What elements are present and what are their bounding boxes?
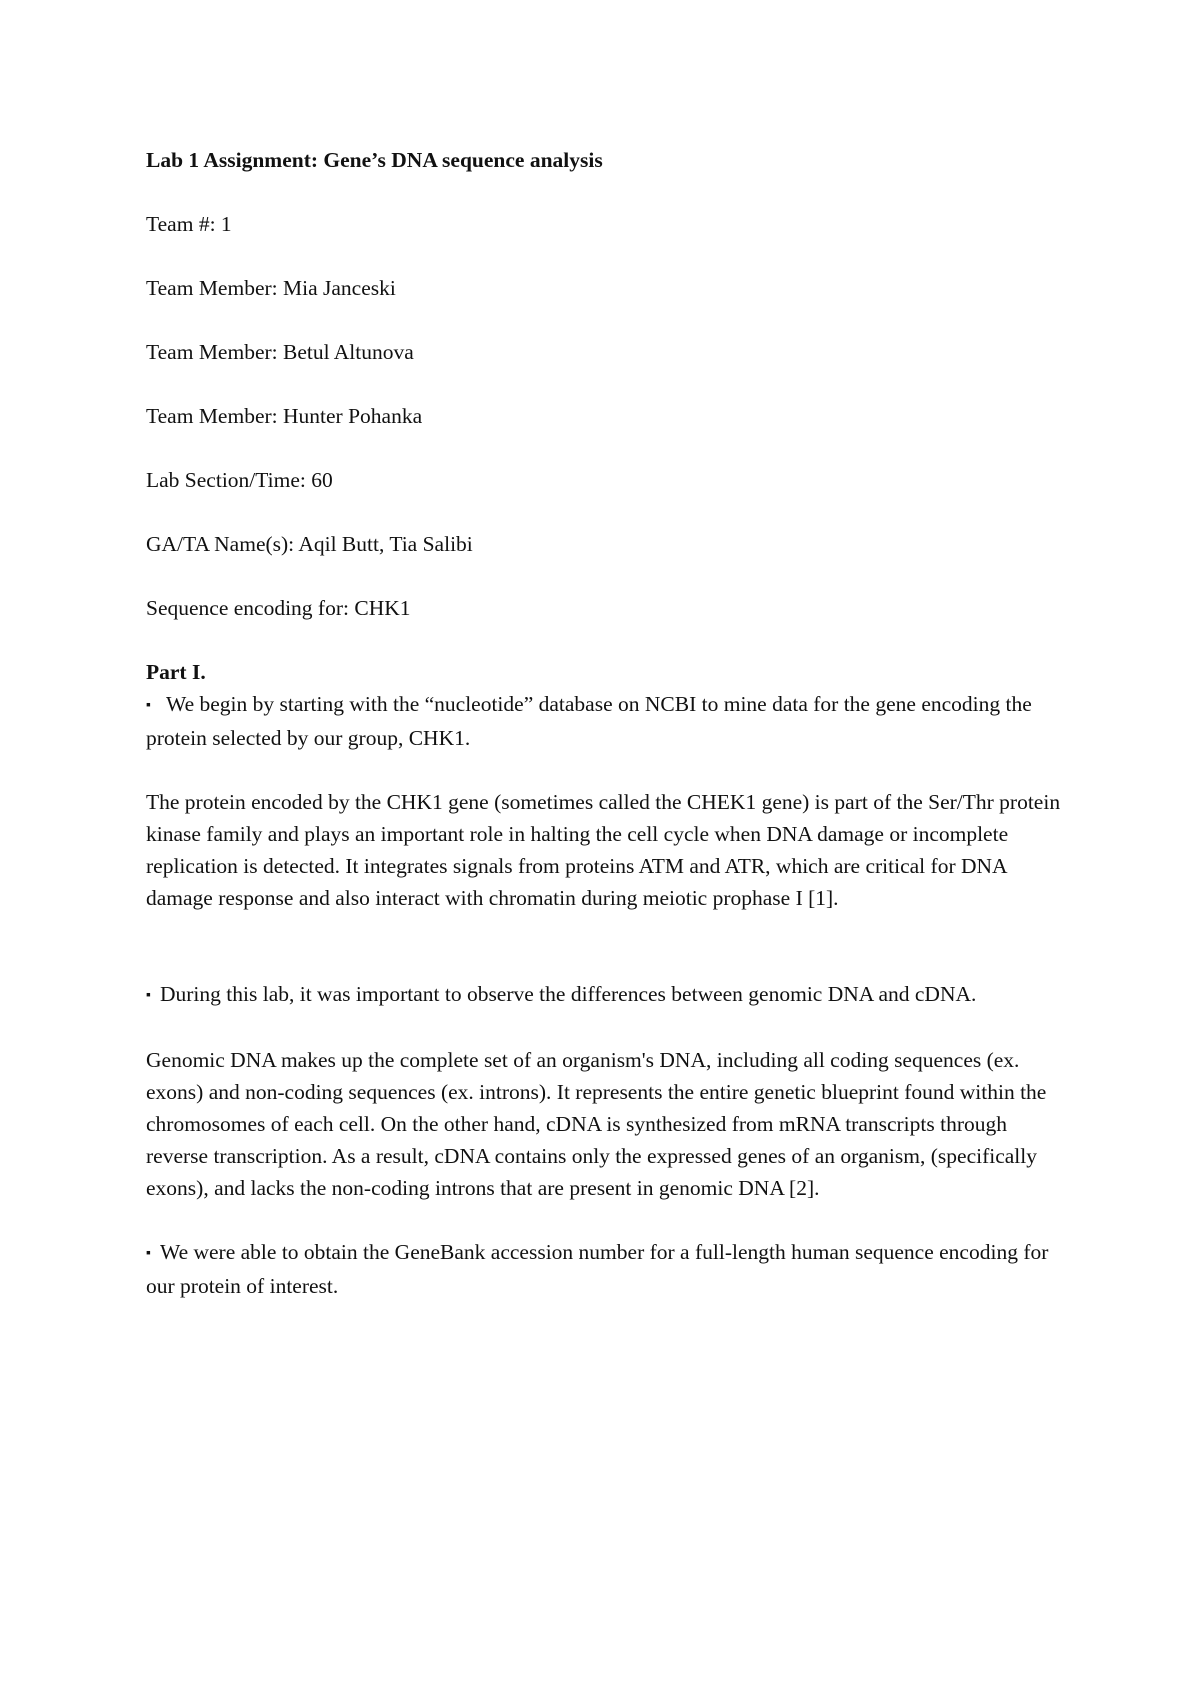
- spacer: [146, 946, 1066, 978]
- bullet-icon: ▪: [146, 698, 151, 713]
- spacer: [146, 176, 1066, 208]
- spacer: [146, 496, 1066, 528]
- bullet-paragraph-3: [146, 1236, 1066, 1302]
- spacer: [146, 304, 1066, 336]
- team-member-2: Team Member: Betul Altunova: [146, 340, 414, 364]
- bullet-text-3: We were able to obtain the GeneBank accession number for a full-length human sequence encoding for our protein of interest.: [146, 1240, 1049, 1298]
- spacer: [146, 368, 1066, 400]
- spacer: [146, 560, 1066, 592]
- bullet-text-1: We begin by starting with the “nucleotide” database on NCBI to mine data for the gene encoding the protein selected by our group, CHK1.: [146, 692, 1032, 750]
- bullet-paragraph-1: [146, 688, 1066, 754]
- team-member-3: Team Member: Hunter Pohanka: [146, 404, 423, 428]
- spacer: [146, 240, 1066, 272]
- bullet-icon: ▪: [146, 1246, 151, 1261]
- spacer: [146, 914, 1066, 946]
- sequence-encoding: Sequence encoding for: CHK1: [146, 596, 411, 620]
- team-number: Team #: 1: [146, 212, 232, 236]
- paragraph-chk1-protein: The protein encoded by the CHK1 gene (sometimes called the CHEK1 gene) is part of the Ser/Thr protein kinase family and plays an important role in halting the cell cycle when DNA damage or incomplete replication is detected. It integrates signals from proteins ATM and ATR, which are critical for DNA damage response and also interact with chromatin during meiotic prophase I [1].: [146, 790, 1061, 910]
- spacer: [146, 1204, 1066, 1236]
- spacer: [146, 754, 1066, 786]
- paragraph-genomic-dna: Genomic DNA makes up the complete set of an organism's DNA, including all coding sequences (ex. exons) and non-coding sequences (ex. introns). It represents the entire genetic blueprint found within the chromosomes of each cell. On the other hand, cDNA is synthesized from mRNA transcripts through reverse transcription. As a result, cDNA contains only the expressed genes of an organism, (specifically exons), and lacks the non-coding introns that are present in genomic DNA [2].: [146, 1048, 1047, 1200]
- spacer: [146, 1012, 1066, 1044]
- bullet-icon: ▪: [146, 988, 151, 1003]
- lab-section: Lab Section/Time: 60: [146, 468, 333, 492]
- team-member-1: Team Member: Mia Janceski: [146, 276, 396, 300]
- ta-names: GA/TA Name(s): Aqil Butt, Tia Salibi: [146, 532, 473, 556]
- document-title: Lab 1 Assignment: Gene’s DNA sequence analysis: [146, 148, 603, 172]
- bullet-text-2: During this lab, it was important to observe the differences between genomic DNA and cDNA.: [160, 982, 977, 1006]
- bullet-paragraph-2: [146, 978, 1066, 1012]
- spacer: [146, 432, 1066, 464]
- spacer: [146, 624, 1066, 656]
- document-body: [146, 144, 1066, 1302]
- part-heading: Part I.: [146, 660, 206, 684]
